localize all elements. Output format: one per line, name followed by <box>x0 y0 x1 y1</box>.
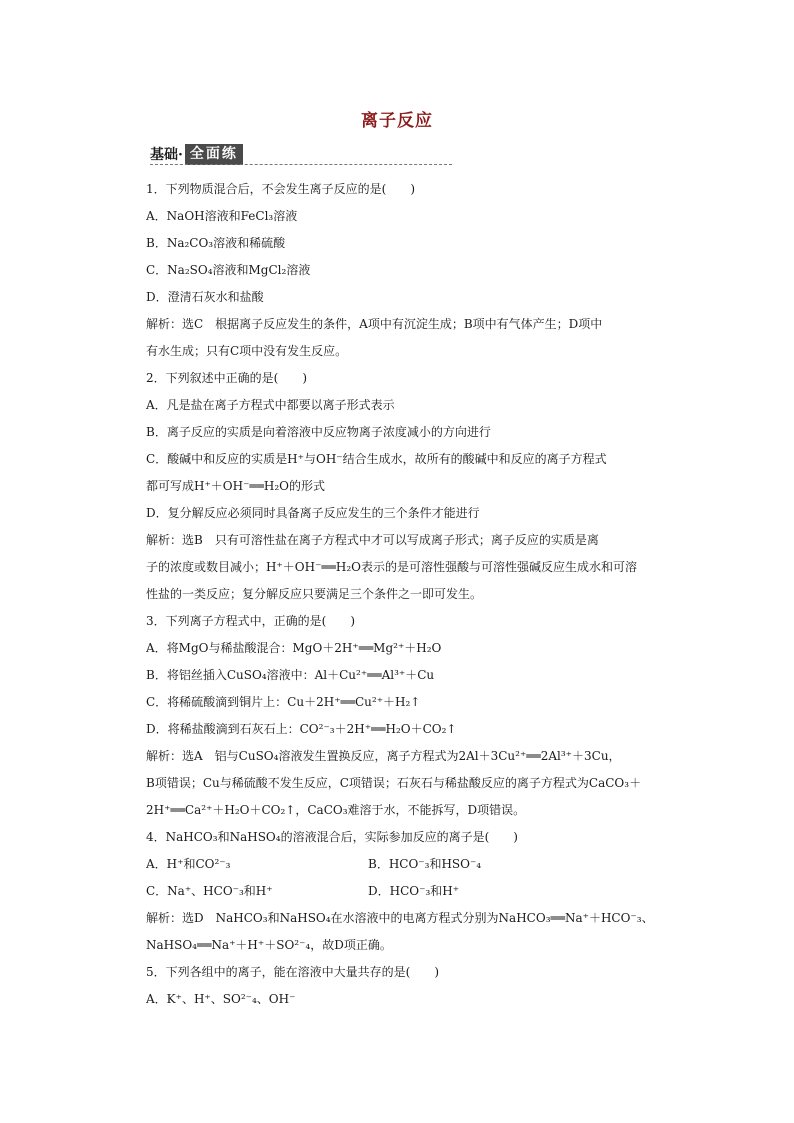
question-3-option-c: C．将稀硫酸滴到铜片上：Cu＋2H⁺══Cu²⁺＋H₂↑ <box>146 695 421 709</box>
question-4-option-c: C．Na⁺、HCO⁻₃和H⁺ <box>146 884 273 898</box>
question-3-analysis: 解析：选A 铝与CuSO₄溶液发生置换反应，离子方程式为2Al＋3Cu²⁺══2Al³⁺＋3Cu， <box>146 749 621 763</box>
question-3-option-a: A．将MgO与稀盐酸混合：MgO＋2H⁺══Mg²⁺＋H₂O <box>146 641 442 655</box>
question-5-option-a: A．K⁺、H⁺、SO²⁻₄、OH⁻ <box>146 992 296 1006</box>
question-2-analysis-cont: 子的浓度或数目减小；H⁺＋OH⁻══H₂O表示的是可溶性强酸与可溶性强碱反应生成水和可溶 <box>146 560 638 574</box>
question-1-analysis: 解析：选C 根据离子反应发生的条件，A项中有沉淀生成；B项中有气体产生；D项中 <box>146 317 603 331</box>
question-2-stem: 2．下列叙述中正确的是( ) <box>146 371 307 385</box>
question-2-option-b: B．离子反应的实质是向着溶液中反应物离子浓度减小的方向进行 <box>146 425 491 439</box>
question-2-analysis-cont: 性盐的一类反应；复分解反应只要满足三个条件之一即可发生。 <box>146 587 483 601</box>
page-title: 离子反应 <box>361 111 433 131</box>
question-4-option-a: A．H⁺和CO²⁻₃ <box>146 857 231 871</box>
question-2-option-a: A．凡是盐在离子方程式中都要以离子形式表示 <box>146 398 395 412</box>
question-3-stem: 3．下列离子方程式中，正确的是( ) <box>146 614 355 628</box>
question-4-option-d: D．HCO⁻₃和H⁺ <box>368 884 460 898</box>
question-1-option-a: A．NaOH溶液和FeCl₃溶液 <box>146 209 298 223</box>
section-badge: 全面练 <box>185 144 243 165</box>
question-3-analysis-cont: B项错误；Cu与稀硫酸不发生反应，C项错误；石灰石与稀盐酸反应的离子方程式为CaCO₃＋ <box>146 776 642 790</box>
question-1-stem: 1．下列物质混合后，不会发生离子反应的是( ) <box>146 182 415 196</box>
question-2-option-c: C．酸碱中和反应的实质是H⁺与OH⁻结合生成水，故所有的酸碱中和反应的离子方程式 <box>146 452 607 466</box>
question-3-option-d: D．将稀盐酸滴到石灰石上：CO²⁻₃＋2H⁺══H₂O＋CO₂↑ <box>146 722 457 736</box>
question-5-stem: 5．下列各组中的离子，能在溶液中大量共存的是( ) <box>146 965 440 979</box>
section-header <box>150 143 243 165</box>
question-4-options-row <box>146 851 676 878</box>
section-divider <box>150 164 452 165</box>
question-4-option-b: B．HCO⁻₃和HSO⁻₄ <box>368 857 482 871</box>
question-4-analysis-cont: NaHSO₄══Na⁺＋H⁺＋SO²⁻₄，故D项正确。 <box>146 938 392 952</box>
question-4-stem: 4．NaHCO₃和NaHSO₄的溶液混合后，实际参加反应的离子是( ) <box>146 830 518 844</box>
section-label: 基础· <box>150 147 183 163</box>
question-1-analysis-cont: 有水生成；只有C项中没有发生反应。 <box>146 344 348 358</box>
question-2-option-c-cont: 都可写成H⁺＋OH⁻══H₂O的形式 <box>146 479 325 493</box>
question-content <box>146 176 676 1013</box>
question-3-option-b: B．将铝丝插入CuSO₄溶液中：Al＋Cu²⁺══Al³⁺＋Cu <box>146 668 435 682</box>
question-1-option-c: C．Na₂SO₄溶液和MgCl₂溶液 <box>146 263 311 277</box>
question-4-analysis: 解析：选D NaHCO₃和NaHSO₄在水溶液中的电离方程式分别为NaHCO₃══Na⁺＋HCO⁻₃、 <box>146 911 654 925</box>
question-1-option-b: B．Na₂CO₃溶液和稀硫酸 <box>146 236 286 250</box>
question-2-analysis: 解析：选B 只有可溶性盐在离子方程式中才可以写成离子形式；离子反应的实质是离 <box>146 533 599 547</box>
question-1-option-d: D．澄清石灰水和盐酸 <box>146 290 264 304</box>
question-3-analysis-cont: 2H⁺══Ca²⁺＋H₂O＋CO₂↑，CaCO₃难溶于水，不能拆写，D项错误。 <box>146 803 526 817</box>
question-4-options-row <box>146 878 676 905</box>
question-2-option-d: D．复分解反应必须同时具备离子反应发生的三个条件才能进行 <box>146 506 480 520</box>
